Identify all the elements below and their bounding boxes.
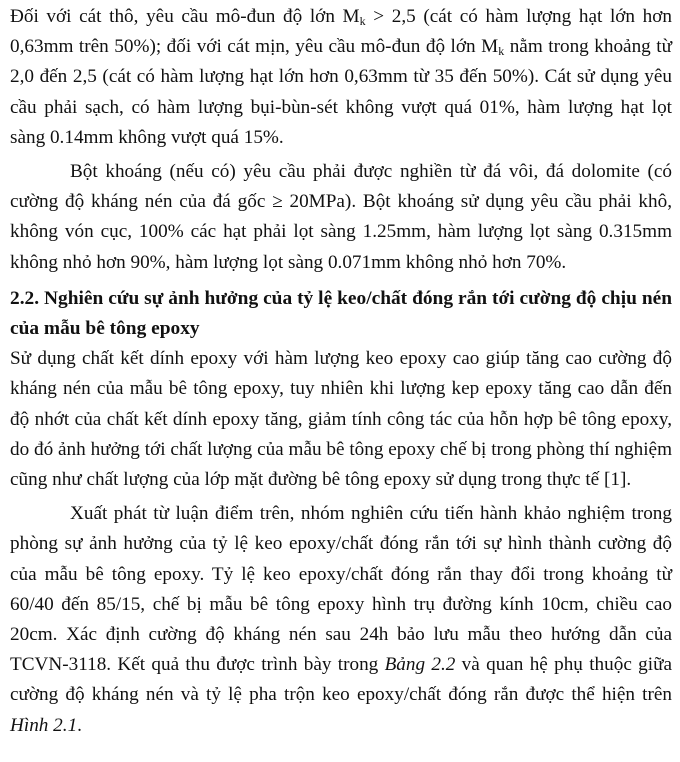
text-run: . [77,714,82,736]
text-run: và quan hệ phụ thuộc giữa cường độ kháng nén và tỷ lệ pha trộn keo epoxy/chất đóng rắn được thể hiện trên [10,654,672,706]
section-heading-2-2: 2.2. Nghiên cứu sự ảnh hưởng của tỷ lệ keo/chất đóng rắn tới cường độ chịu nén của mẫu bê tông epoxy [10,287,672,340]
text-run: Đối với cát thô, yêu cầu mô-đun độ lớn M [10,6,360,27]
text-run: Xuất phát từ luận điểm trên, nhóm nghiên cứu tiến hành khảo nghiệm trong phòng sự ảnh hưởng của tỷ lệ keo epoxy/chất đóng rắn tới sự hình thành cường độ của mẫu bê tông epoxy. Tỷ lệ keo epoxy/chất đóng rắn thay đổi trong khoảng từ 60/40 đến 85/15, chế bị mẫu bê tông epoxy hình trụ đường kính 10cm, chiều cao 20cm. Xác định cường độ kháng nén sau 24h bảo lưu mẫu theo hướng dẫn của TCVN-3118. Kết quả thu được trình bày trong [10,503,672,676]
table-reference-link: Bảng 2.2 [384,654,456,676]
subscript-k: k [359,14,366,28]
paragraph-epoxy-binder: Sử dụng chất kết dính epoxy với hàm lượng keo epoxy cao giúp tăng cao cường độ kháng nén của mẫu bê tông epoxy, tuy nhiên khi lượng kep epoxy tăng cao dẫn đến độ nhớt của chất kết dính epoxy tăng, giảm tính công tác của hỗn hợp bê tông epoxy, do đó ảnh hưởng tới chất lượng của mẫu bê tông epoxy chế bị trong phòng thí nghiệm cũng như chất lượng của lớp mặt đường bê tông epoxy sử dụng trong thực tế [1]. [10,348,672,491]
text-run: nằm trong khoảng từ 2,0 đến 2,5 (cát có hàm lượng hạt lớn hơn 0,63mm từ 35 đến 50%). Cát sử dụng yêu cầu phải sạch, có hàm lượng bụi-bùn-sét không vượt quá 01%, hàm lượng hạt lọt sàng 0.14mm không vượt quá 15%. [10,36,672,148]
paragraph-sand-requirements [10,2,672,153]
figure-reference-link: Hình 2.1 [10,714,78,736]
subscript-k: k [498,44,505,59]
paragraph-mineral-powder: Bột khoáng (nếu có) yêu cầu phải được nghiền từ đá vôi, đá dolomite (có cường độ kháng nén của đá gốc ≥ 20MPa). Bột khoáng sử dụng yêu cầu phải khô, không vón cục, 100% các hạt phải lọt sàng 1.25mm, hàm lượng lọt sàng 0.315mm không nhỏ hơn 90%, hàm lượng lọt sàng 0.071mm không nhỏ hơn 70%. [10,161,672,273]
paragraph-experiment [10,499,672,741]
text-run: > 2,5 (cát có hàm lượng hạt lớn hơn 0,63mm trên 50%); đối với cát mịn, yêu cầu mô-đun độ lớn M [10,6,672,58]
